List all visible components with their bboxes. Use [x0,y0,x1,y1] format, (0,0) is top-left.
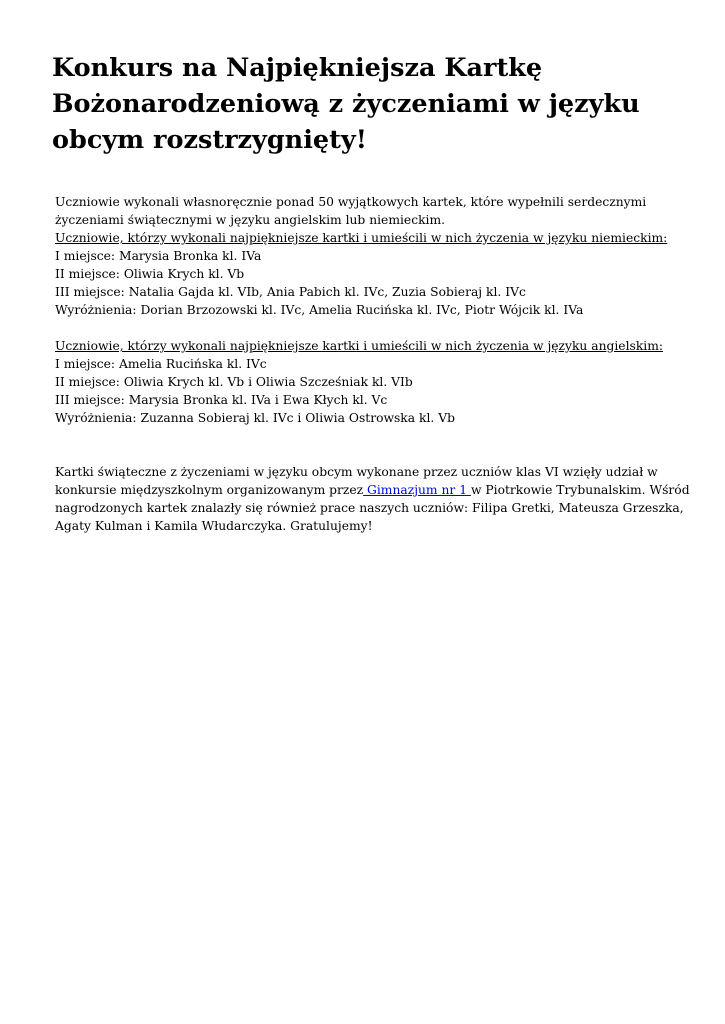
german-third-place: III miejsce: Natalia Gajda kl. VIb, Ania Pabich kl. IVc, Zuzia Sobieraj kl. IVc [55,285,526,299]
article-body [55,193,695,535]
german-first-place: I miejsce: Marysia Bronka kl. IVa [55,249,262,263]
english-first-place: I miejsce: Amelia Rucińska kl. IVc [55,357,267,371]
intro-paragraph: Uczniowie wykonali własnoręcznie ponad 50 wyjątkowych kartek, które wypełnili serdecznymi życzeniami świątecznymi w języku angielskim lub niemieckim. [55,195,647,227]
closing-text-start: Kartki świąteczne z życzeniami w języku obcym wykonane przez uczniów klas VI wzięły udział w konkursie międzyszkolnym organizowanym przez [55,465,658,497]
spacer [55,319,695,337]
spacer [55,427,695,463]
english-second-place: II miejsce: Oliwia Krych kl. Vb i Oliwia Szcześniak kl. VIb [55,375,413,389]
german-second-place: II miejsce: Oliwia Krych kl. Vb [55,267,245,281]
closing-paragraph [55,463,695,535]
english-third-place: III miejsce: Marysia Bronka kl. IVa i Ewa Kłych kl. Vc [55,393,388,407]
english-honors: Wyróżnienia: Zuzanna Sobieraj kl. IVc i Oliwia Ostrowska kl. Vb [55,411,455,425]
gimnazjum-link[interactable]: Gimnazjum nr 1 [363,483,471,497]
article-title: Konkurs na Najpiękniejsza Kartkę Bożonarodzeniową z życzeniami w języku obcym rozstrzygnięty! [52,53,640,155]
english-heading: Uczniowie, którzy wykonali najpiękniejsze kartki i umieścili w nich życzenia w języku angielskim: [55,339,664,353]
german-honors: Wyróżnienia: Dorian Brzozowski kl. IVc, Amelia Rucińska kl. IVc, Piotr Wójcik kl. IVa [55,303,584,317]
german-heading: Uczniowie, którzy wykonali najpiękniejsze kartki i umieścili w nich życzenia w języku niemieckim: [55,231,668,245]
closing-text-end: w Piotrkowie Trybunalskim. Wśród nagrodzonych kartek znalazły się również prace naszych uczniów: Filipa Gretki, Mateusza Grzeszka, Agaty Kulman i Kamila Włudarczyka. Gratulujemy! [55,483,690,533]
